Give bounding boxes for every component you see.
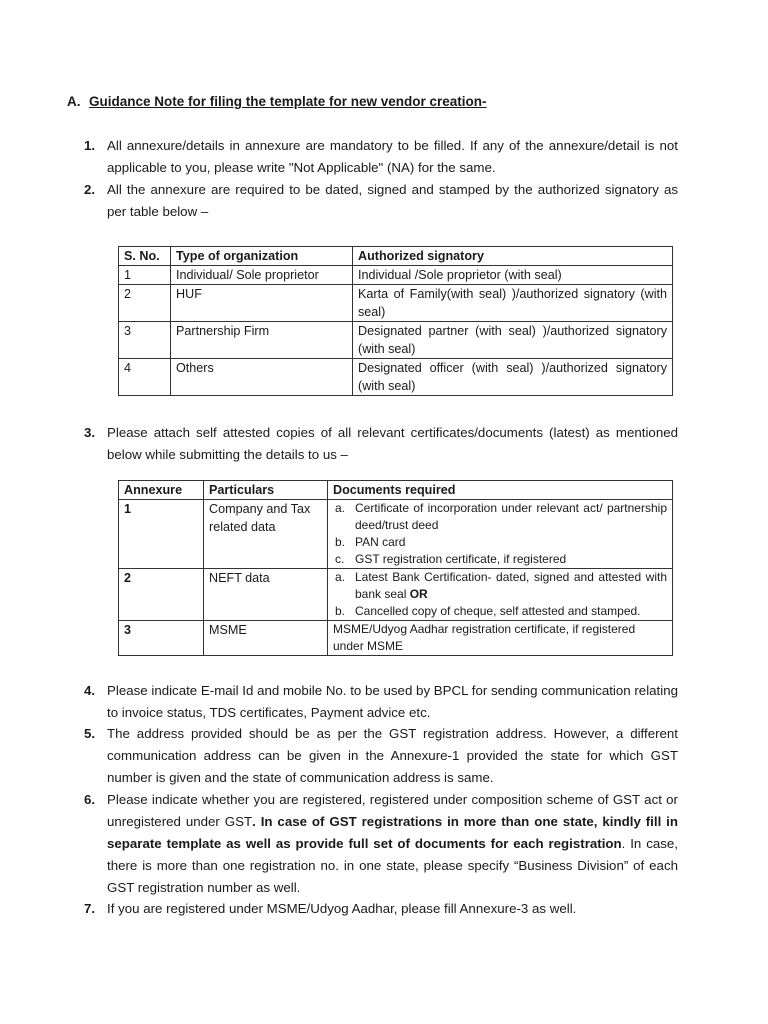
table-cell: Individual /Sole proprietor (with seal) [353, 266, 673, 285]
table-header-row [119, 247, 673, 266]
list-item [333, 603, 667, 620]
table-cell: Partnership Firm [171, 322, 353, 359]
table-row [119, 359, 673, 396]
documents-table [118, 480, 673, 656]
documents-cell [328, 500, 673, 569]
table-cell: Karta of Family(with seal) )/authorized signatory (with seal) [353, 285, 673, 322]
section-letter: A. [67, 94, 81, 109]
item-text [355, 569, 667, 603]
column-header: Authorized signatory [353, 247, 673, 266]
item-text: Certificate of incorporation under relevant act/ partnership deed/trust deed [355, 501, 667, 532]
signatory-table [118, 246, 673, 396]
item-text: GST registration certificate, if registered [355, 552, 567, 566]
table-cell: 1 [119, 266, 171, 285]
point-text-regular: . In case, there is more than one registration no. in one state, please specify “Business Division” of each GST registration number as well. [107, 836, 678, 895]
column-header: Type of organization [171, 247, 353, 266]
table-cell: Designated officer (with seal) )/authorized signatory (with seal) [353, 359, 673, 396]
point-number: 5. [84, 726, 96, 741]
table-row [119, 500, 673, 569]
point-number: 1. [84, 138, 96, 153]
item-text-bold: OR [409, 587, 428, 601]
column-header: Particulars [204, 481, 328, 500]
document-list [333, 500, 667, 568]
item-marker: a. [335, 570, 346, 584]
guidance-point-4 [84, 680, 678, 724]
table-row [119, 569, 673, 621]
column-header: S. No. [119, 247, 171, 266]
item-text: Cancelled copy of cheque, self attested and stamped. [355, 604, 641, 618]
table-row [119, 621, 673, 656]
point-text [107, 789, 678, 899]
point-number: 6. [84, 792, 96, 807]
point-number: 7. [84, 901, 96, 916]
annexure-number: 2 [119, 569, 204, 621]
item-marker: c. [335, 552, 345, 566]
guidance-point-3 [84, 422, 678, 466]
annexure-number: 1 [119, 500, 204, 569]
item-marker: a. [335, 501, 346, 515]
guidance-point-5 [84, 723, 678, 789]
point-text-regular: Please indicate whether you are registered, registered under composition scheme of GST act or unregistered under GST [107, 792, 678, 829]
section-heading [67, 94, 487, 109]
item-marker: b. [335, 604, 346, 618]
annexure-number: 3 [119, 621, 204, 656]
column-header: Annexure [119, 481, 204, 500]
point-text: If you are registered under MSME/Udyog Aadhar, please fill Annexure-3 as well. [107, 901, 577, 916]
particulars-cell: Company and Tax related data [204, 500, 328, 569]
list-item [333, 551, 667, 568]
point-number: 4. [84, 683, 96, 698]
table-row [119, 322, 673, 359]
table-cell: Others [171, 359, 353, 396]
guidance-point-2 [84, 179, 678, 223]
particulars-cell: NEFT data [204, 569, 328, 621]
list-item [333, 500, 667, 534]
point-number: 2. [84, 182, 96, 197]
point-text-bold: . In case of GST registrations in more than one state, kindly fill in separate template as well as provide full set of documents for each registration [107, 814, 678, 851]
point-number: 3. [84, 425, 96, 440]
particulars-cell: MSME [204, 621, 328, 656]
table-cell: HUF [171, 285, 353, 322]
point-text: Please indicate E-mail Id and mobile No. to be used by BPCL for sending communication relating to invoice status, TDS certificates, Payment advice etc. [107, 683, 678, 720]
guidance-point-1 [84, 135, 678, 179]
table-row [119, 266, 673, 285]
point-text: The address provided should be as per the GST registration address. However, a different communication address can be given in the Annexure-1 provided the state for which GST number is given and the state of communication address is same. [107, 726, 678, 785]
guidance-point-6 [84, 789, 678, 899]
guidance-point-7 [84, 898, 678, 920]
item-marker: b. [335, 535, 346, 549]
table-cell: 4 [119, 359, 171, 396]
table-cell: 2 [119, 285, 171, 322]
section-title: Guidance Note for filing the template for new vendor creation- [89, 94, 487, 109]
item-text-regular: Latest Bank Certification- dated, signed and attested with bank seal [355, 570, 667, 601]
table-cell: 3 [119, 322, 171, 359]
item-text: PAN card [355, 535, 406, 549]
table-row [119, 285, 673, 322]
documents-cell: MSME/Udyog Aadhar registration certificate, if registered under MSME [328, 621, 673, 656]
point-text: Please attach self attested copies of all relevant certificates/documents (latest) as mentioned below while submitting the details to us – [107, 425, 678, 462]
table-cell: Designated partner (with seal) )/authorized signatory (with seal) [353, 322, 673, 359]
point-text: All the annexure are required to be dated, signed and stamped by the authorized signatory as per table below – [107, 182, 678, 219]
table-cell: Individual/ Sole proprietor [171, 266, 353, 285]
list-item [333, 534, 667, 551]
list-item [333, 569, 667, 603]
documents-cell [328, 569, 673, 621]
document-list [333, 569, 667, 620]
table-header-row [119, 481, 673, 500]
point-text: All annexure/details in annexure are mandatory to be filled. If any of the annexure/detail is not applicable to you, please write "Not Applicable" (NA) for the same. [107, 138, 678, 175]
column-header: Documents required [328, 481, 673, 500]
